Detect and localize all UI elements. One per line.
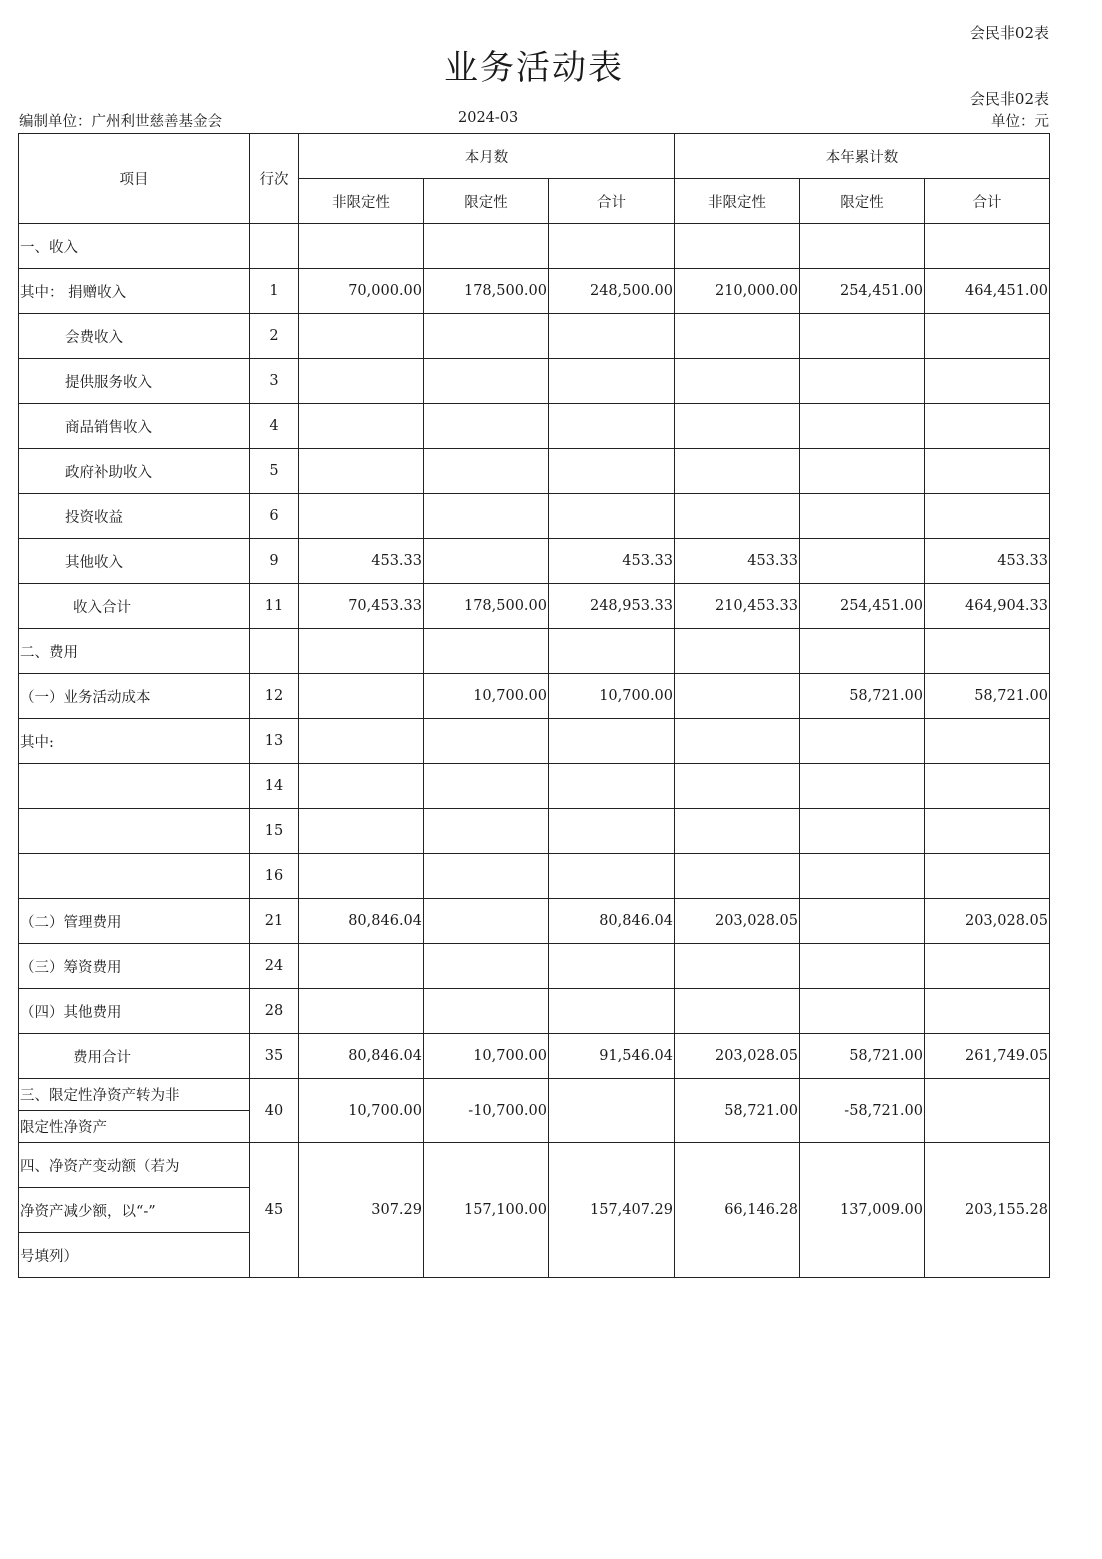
cell-y-t xyxy=(925,224,1050,269)
cell-m-t xyxy=(549,989,675,1034)
cell-y-t xyxy=(925,629,1050,674)
row-label xyxy=(19,854,250,899)
cell-m-t xyxy=(549,359,675,404)
row-line-no: 45 xyxy=(250,1143,299,1278)
table-row xyxy=(19,674,1050,719)
row-label: 会费收入 xyxy=(19,314,250,359)
cell-m-r: -10,700.00 xyxy=(424,1079,549,1143)
cell-y-r xyxy=(800,314,925,359)
cell-m-r: 178,500.00 xyxy=(424,584,549,629)
net-change-label-1: 四、净资产变动额（若为 xyxy=(19,1143,250,1188)
cell-y-u xyxy=(675,314,800,359)
cell-y-u xyxy=(675,404,800,449)
table-row xyxy=(19,449,1050,494)
row-label xyxy=(19,809,250,854)
row-label: 其中: xyxy=(19,719,250,764)
header-month-total: 合计 xyxy=(549,179,675,224)
cell-y-u: 203,028.05 xyxy=(675,1034,800,1079)
table-row xyxy=(19,629,1050,674)
cell-y-u xyxy=(675,944,800,989)
cell-m-r xyxy=(424,899,549,944)
cell-y-u: 210,453.33 xyxy=(675,584,800,629)
table-row xyxy=(19,314,1050,359)
cell-m-u xyxy=(299,719,424,764)
cell-m-t xyxy=(549,944,675,989)
cell-y-u: 210,000.00 xyxy=(675,269,800,314)
cell-m-u xyxy=(299,314,424,359)
transfer-row xyxy=(19,1079,1050,1111)
cell-y-r xyxy=(800,944,925,989)
header-month-unrestricted: 非限定性 xyxy=(299,179,424,224)
table-row xyxy=(19,764,1050,809)
net-change-label-2: 净资产减少额，以“-” xyxy=(19,1188,250,1233)
cell-y-r: 58,721.00 xyxy=(800,1034,925,1079)
cell-y-u: 453.33 xyxy=(675,539,800,584)
cell-y-t xyxy=(925,989,1050,1034)
cell-y-u xyxy=(675,989,800,1034)
cell-y-u: 66,146.28 xyxy=(675,1143,800,1278)
cell-y-u xyxy=(675,449,800,494)
cell-m-u xyxy=(299,944,424,989)
cell-m-r xyxy=(424,809,549,854)
cell-m-t: 248,953.33 xyxy=(549,584,675,629)
cell-m-r: 178,500.00 xyxy=(424,269,549,314)
cell-m-r xyxy=(424,719,549,764)
cell-m-r xyxy=(424,224,549,269)
cell-m-t xyxy=(549,1079,675,1143)
header-month: 本月数 xyxy=(299,134,675,179)
transfer-label-2: 限定性净资产 xyxy=(19,1111,250,1143)
row-line-no: 5 xyxy=(250,449,299,494)
row-line-no: 1 xyxy=(250,269,299,314)
cell-m-r xyxy=(424,764,549,809)
cell-m-t: 248,500.00 xyxy=(549,269,675,314)
cell-m-t xyxy=(549,494,675,539)
row-label: 一、收入 xyxy=(19,224,250,269)
cell-y-u: 203,028.05 xyxy=(675,899,800,944)
cell-m-u xyxy=(299,359,424,404)
cell-m-t: 10,700.00 xyxy=(549,674,675,719)
cell-m-r xyxy=(424,944,549,989)
header-line-no: 行次 xyxy=(250,134,299,224)
cell-m-u xyxy=(299,854,424,899)
cell-y-r xyxy=(800,359,925,404)
cell-y-t xyxy=(925,494,1050,539)
cell-m-u xyxy=(299,809,424,854)
table-row xyxy=(19,359,1050,404)
cell-y-r: 254,451.00 xyxy=(800,584,925,629)
cell-m-r xyxy=(424,359,549,404)
cell-y-t xyxy=(925,854,1050,899)
row-label xyxy=(19,764,250,809)
cell-m-t: 80,846.04 xyxy=(549,899,675,944)
org-label: 编制单位：广州利世慈善基金会 xyxy=(19,114,222,130)
cell-y-r xyxy=(800,224,925,269)
row-label: 收入合计 xyxy=(19,584,250,629)
cell-y-r xyxy=(800,404,925,449)
row-line-no xyxy=(250,629,299,674)
cell-y-r: 254,451.00 xyxy=(800,269,925,314)
cell-m-r xyxy=(424,494,549,539)
cell-y-r xyxy=(800,989,925,1034)
cell-m-u: 10,700.00 xyxy=(299,1079,424,1143)
cell-y-r: -58,721.00 xyxy=(800,1079,925,1143)
cell-y-t xyxy=(925,764,1050,809)
cell-y-r: 58,721.00 xyxy=(800,674,925,719)
row-label: 投资收益 xyxy=(19,494,250,539)
table-row xyxy=(19,989,1050,1034)
activity-table xyxy=(18,133,1050,1278)
header-ytd-unrestricted: 非限定性 xyxy=(675,179,800,224)
header-item: 项目 xyxy=(19,134,250,224)
table-row xyxy=(19,1034,1050,1079)
cell-y-r xyxy=(800,629,925,674)
row-line-no xyxy=(250,224,299,269)
cell-y-u xyxy=(675,494,800,539)
cell-y-t xyxy=(925,404,1050,449)
cell-m-t: 453.33 xyxy=(549,539,675,584)
header-month-restricted: 限定性 xyxy=(424,179,549,224)
cell-m-r xyxy=(424,854,549,899)
cell-y-u xyxy=(675,764,800,809)
cell-m-r xyxy=(424,314,549,359)
cell-y-r xyxy=(800,539,925,584)
cell-y-u xyxy=(675,674,800,719)
cell-m-u: 80,846.04 xyxy=(299,1034,424,1079)
cell-y-t: 453.33 xyxy=(925,539,1050,584)
cell-m-u xyxy=(299,494,424,539)
cell-y-t: 58,721.00 xyxy=(925,674,1050,719)
row-line-no: 6 xyxy=(250,494,299,539)
cell-m-u xyxy=(299,629,424,674)
header-ytd-total: 合计 xyxy=(925,179,1050,224)
table-row xyxy=(19,809,1050,854)
cell-m-r xyxy=(424,404,549,449)
cell-m-t xyxy=(549,764,675,809)
cell-y-u xyxy=(675,809,800,854)
cell-y-u xyxy=(675,629,800,674)
cell-m-t: 91,546.04 xyxy=(549,1034,675,1079)
cell-y-t: 261,749.05 xyxy=(925,1034,1050,1079)
net-change-label-3: 号填列） xyxy=(19,1233,250,1278)
cell-m-u: 70,000.00 xyxy=(299,269,424,314)
table-row xyxy=(19,944,1050,989)
row-label: （二）管理费用 xyxy=(19,899,250,944)
row-line-no: 4 xyxy=(250,404,299,449)
cell-y-r xyxy=(800,854,925,899)
cell-y-u xyxy=(675,359,800,404)
table-row xyxy=(19,584,1050,629)
cell-y-t: 203,155.28 xyxy=(925,1143,1050,1278)
cell-m-t xyxy=(549,224,675,269)
row-line-no: 14 xyxy=(250,764,299,809)
cell-m-t xyxy=(549,809,675,854)
row-line-no: 12 xyxy=(250,674,299,719)
cell-y-t xyxy=(925,449,1050,494)
table-row xyxy=(19,539,1050,584)
table-row xyxy=(19,224,1050,269)
cell-y-u: 58,721.00 xyxy=(675,1079,800,1143)
cell-m-u xyxy=(299,674,424,719)
row-label: 其中： 捐赠收入 xyxy=(19,269,250,314)
net-change-row xyxy=(19,1143,1050,1188)
row-line-no: 21 xyxy=(250,899,299,944)
row-label: 二、费用 xyxy=(19,629,250,674)
cell-y-t xyxy=(925,944,1050,989)
cell-y-r: 137,009.00 xyxy=(800,1143,925,1278)
row-line-no: 15 xyxy=(250,809,299,854)
cell-m-t xyxy=(549,404,675,449)
cell-y-r xyxy=(800,899,925,944)
page-title: 业务活动表 xyxy=(444,48,624,88)
cell-m-t: 157,407.29 xyxy=(549,1143,675,1278)
cell-m-u xyxy=(299,764,424,809)
cell-m-u xyxy=(299,449,424,494)
cell-m-r xyxy=(424,449,549,494)
form-code: 会民非02表 xyxy=(969,90,1049,108)
cell-y-t xyxy=(925,719,1050,764)
cell-y-t: 203,028.05 xyxy=(925,899,1050,944)
cell-y-t: 464,451.00 xyxy=(925,269,1050,314)
cell-y-t: 464,904.33 xyxy=(925,584,1050,629)
cell-y-r xyxy=(800,764,925,809)
cell-m-r: 157,100.00 xyxy=(424,1143,549,1278)
row-label: 政府补助收入 xyxy=(19,449,250,494)
cell-y-t xyxy=(925,1079,1050,1143)
cell-m-r: 10,700.00 xyxy=(424,674,549,719)
row-line-no: 2 xyxy=(250,314,299,359)
cell-m-u xyxy=(299,404,424,449)
unit-label: 单位：元 xyxy=(991,114,1049,130)
cell-m-t xyxy=(549,314,675,359)
row-line-no: 24 xyxy=(250,944,299,989)
cell-y-r xyxy=(800,809,925,854)
table-row xyxy=(19,854,1050,899)
header-ytd-restricted: 限定性 xyxy=(800,179,925,224)
cell-y-t xyxy=(925,809,1050,854)
row-label: （一）业务活动成本 xyxy=(19,674,250,719)
cell-y-u xyxy=(675,224,800,269)
form-code-top: 会民非02表 xyxy=(969,24,1049,42)
cell-m-t xyxy=(549,629,675,674)
cell-m-u: 307.29 xyxy=(299,1143,424,1278)
row-line-no: 9 xyxy=(250,539,299,584)
cell-m-r xyxy=(424,989,549,1034)
cell-m-r xyxy=(424,629,549,674)
period: 2024-03 xyxy=(458,110,519,126)
cell-y-t xyxy=(925,359,1050,404)
row-line-no: 3 xyxy=(250,359,299,404)
cell-y-u xyxy=(675,854,800,899)
row-line-no: 16 xyxy=(250,854,299,899)
cell-y-u xyxy=(675,719,800,764)
cell-m-u: 80,846.04 xyxy=(299,899,424,944)
row-label: （四）其他费用 xyxy=(19,989,250,1034)
table-row xyxy=(19,269,1050,314)
cell-m-t xyxy=(549,449,675,494)
cell-m-t xyxy=(549,854,675,899)
cell-y-t xyxy=(925,314,1050,359)
row-line-no: 11 xyxy=(250,584,299,629)
cell-m-u xyxy=(299,224,424,269)
header-ytd: 本年累计数 xyxy=(675,134,1050,179)
table-row xyxy=(19,899,1050,944)
row-label: 费用合计 xyxy=(19,1034,250,1079)
row-label: 提供服务收入 xyxy=(19,359,250,404)
cell-m-u xyxy=(299,989,424,1034)
transfer-label-1: 三、限定性净资产转为非 xyxy=(19,1079,250,1111)
cell-m-t xyxy=(549,719,675,764)
row-line-no: 13 xyxy=(250,719,299,764)
cell-y-r xyxy=(800,449,925,494)
table-row xyxy=(19,494,1050,539)
cell-y-r xyxy=(800,494,925,539)
table-row xyxy=(19,404,1050,449)
cell-y-r xyxy=(800,719,925,764)
cell-m-r xyxy=(424,539,549,584)
row-line-no: 35 xyxy=(250,1034,299,1079)
cell-m-r: 10,700.00 xyxy=(424,1034,549,1079)
table-row xyxy=(19,719,1050,764)
row-label: （三）筹资费用 xyxy=(19,944,250,989)
row-line-no: 28 xyxy=(250,989,299,1034)
row-label: 商品销售收入 xyxy=(19,404,250,449)
cell-m-u: 70,453.33 xyxy=(299,584,424,629)
row-label: 其他收入 xyxy=(19,539,250,584)
cell-m-u: 453.33 xyxy=(299,539,424,584)
row-line-no: 40 xyxy=(250,1079,299,1143)
